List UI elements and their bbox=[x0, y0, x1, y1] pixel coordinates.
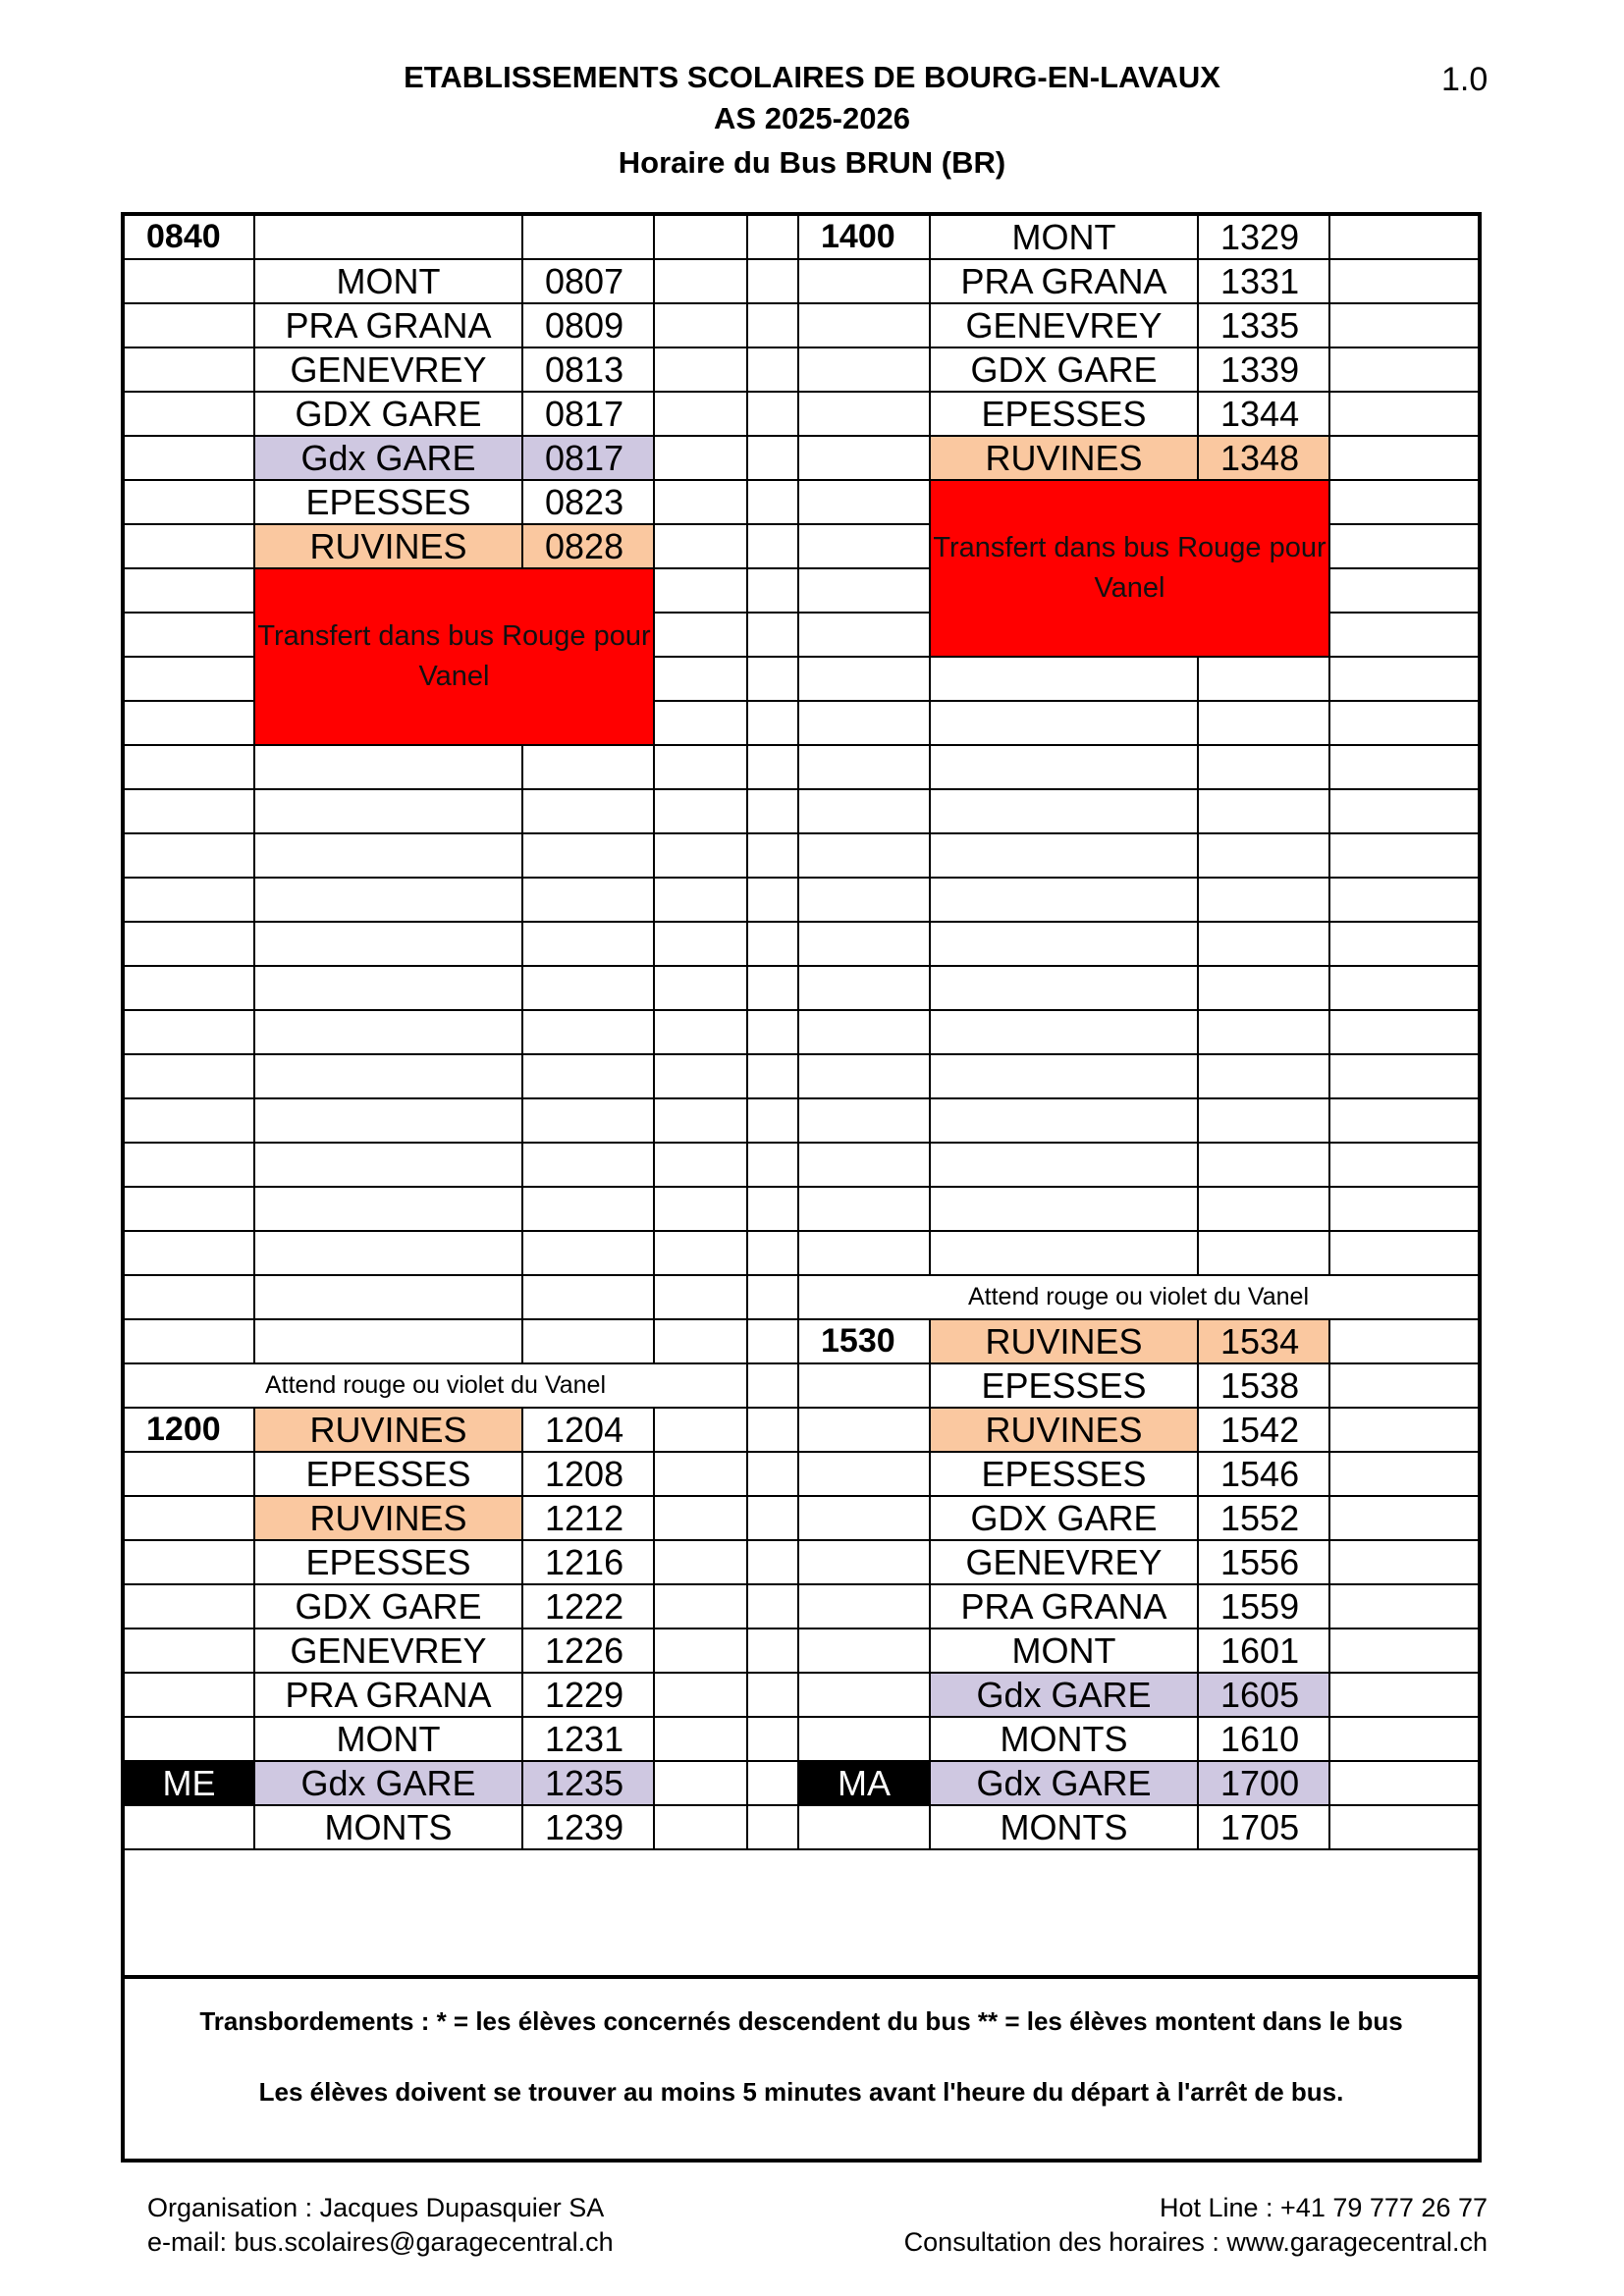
stop-time-highlighted: 1534 bbox=[1198, 1319, 1329, 1363]
table-row bbox=[124, 215, 1479, 259]
stop-name: MONTS bbox=[930, 1805, 1198, 1849]
stop-time: 1601 bbox=[1198, 1629, 1329, 1673]
stop-name-highlighted: RUVINES bbox=[254, 524, 522, 568]
stop-name: EPESSES bbox=[254, 480, 522, 524]
transfer-notice: Transfert dans bus Rouge pour Vanel bbox=[930, 480, 1329, 657]
table-row bbox=[124, 1673, 1479, 1717]
table-row bbox=[124, 1629, 1479, 1673]
table-row bbox=[124, 1098, 1479, 1143]
stop-time: 1226 bbox=[522, 1629, 654, 1673]
noon-departure: 1200 bbox=[124, 1408, 254, 1452]
table-row bbox=[124, 789, 1479, 833]
bus-schedule-title: Horaire du Bus BRUN (BR) bbox=[618, 145, 1006, 180]
stop-name: PRA GRANA bbox=[254, 1673, 522, 1717]
table-row bbox=[124, 1054, 1479, 1098]
table-row bbox=[124, 259, 1479, 303]
stop-name: MONT bbox=[254, 259, 522, 303]
stop-name: PRA GRANA bbox=[930, 259, 1198, 303]
stop-time: 1344 bbox=[1198, 392, 1329, 436]
table-row bbox=[124, 745, 1479, 789]
stop-time: 1538 bbox=[1198, 1363, 1329, 1408]
stop-time: 1559 bbox=[1198, 1584, 1329, 1629]
table-row bbox=[124, 1408, 1479, 1452]
arrival-reminder: Les élèves doivent se trouver au moins 5 minutes avant l'heure du départ à l'arrêt de bus. bbox=[258, 2077, 1344, 2107]
wait-note: Attend rouge ou violet du Vanel bbox=[798, 1275, 1479, 1319]
table-row bbox=[124, 1805, 1479, 1849]
table-row bbox=[124, 1319, 1479, 1363]
stop-name-highlighted: RUVINES bbox=[254, 1408, 522, 1452]
stop-name: MONT bbox=[930, 1629, 1198, 1673]
table-row bbox=[124, 436, 1479, 480]
stop-name: EPESSES bbox=[254, 1452, 522, 1496]
stop-time-highlighted: 0817 bbox=[522, 436, 654, 480]
stop-time: 1705 bbox=[1198, 1805, 1329, 1849]
table-row bbox=[124, 1143, 1479, 1187]
stop-time: 0823 bbox=[522, 480, 654, 524]
stop-time-highlighted: 1605 bbox=[1198, 1673, 1329, 1717]
stop-name-highlighted: Gdx GARE bbox=[254, 1761, 522, 1805]
hotline-text: Hot Line : +41 79 777 26 77 bbox=[1159, 2193, 1488, 2222]
stop-time: 1231 bbox=[522, 1717, 654, 1761]
stop-name: MONT bbox=[930, 215, 1198, 259]
table-row bbox=[124, 480, 1479, 524]
notes-box bbox=[123, 1975, 1480, 2161]
stop-time: 1542 bbox=[1198, 1408, 1329, 1452]
stop-time: 1331 bbox=[1198, 259, 1329, 303]
stop-name-highlighted: Gdx GARE bbox=[930, 1761, 1198, 1805]
early-afternoon-departure: 1400 bbox=[798, 215, 930, 259]
stop-name: GENEVREY bbox=[254, 1629, 522, 1673]
stop-time: 1229 bbox=[522, 1673, 654, 1717]
stop-time-highlighted: 1348 bbox=[1198, 436, 1329, 480]
table-row bbox=[124, 1363, 1479, 1408]
stop-time: 1239 bbox=[522, 1805, 654, 1849]
stop-time-highlighted: 1700 bbox=[1198, 1761, 1329, 1805]
table-row bbox=[124, 303, 1479, 347]
stop-time: 0809 bbox=[522, 303, 654, 347]
stop-name: EPESSES bbox=[254, 1540, 522, 1584]
stop-name: EPESSES bbox=[930, 392, 1198, 436]
stop-time: 1329 bbox=[1198, 215, 1329, 259]
stop-name: EPESSES bbox=[930, 1452, 1198, 1496]
table-row bbox=[124, 922, 1479, 966]
stop-name: MONT bbox=[254, 1717, 522, 1761]
stop-time: 0813 bbox=[522, 347, 654, 392]
stop-time: 0817 bbox=[522, 392, 654, 436]
stop-time: 1335 bbox=[1198, 303, 1329, 347]
organisation-text: Organisation : Jacques Dupasquier SA bbox=[147, 2193, 605, 2222]
table-row bbox=[124, 833, 1479, 878]
version-number: 1.0 bbox=[1441, 61, 1489, 98]
stop-name: GENEVREY bbox=[254, 347, 522, 392]
stop-time: 1222 bbox=[522, 1584, 654, 1629]
table-row bbox=[124, 1187, 1479, 1231]
stop-time: 1556 bbox=[1198, 1540, 1329, 1584]
table-row bbox=[124, 1275, 1479, 1319]
stop-name: GDX GARE bbox=[254, 1584, 522, 1629]
stop-time: 1216 bbox=[522, 1540, 654, 1584]
stop-name: GDX GARE bbox=[930, 1496, 1198, 1540]
table-row bbox=[124, 1761, 1479, 1805]
stop-name: PRA GRANA bbox=[254, 303, 522, 347]
morning-departure: 0840 bbox=[124, 215, 254, 259]
stop-name-highlighted: Gdx GARE bbox=[930, 1673, 1198, 1717]
email-text: e-mail: bus.scolaires@garagecentral.ch bbox=[147, 2227, 614, 2257]
stop-name-highlighted: RUVINES bbox=[930, 436, 1198, 480]
stop-name-highlighted: RUVINES bbox=[254, 1496, 522, 1540]
table-row bbox=[124, 347, 1479, 392]
day-code-badge: ME bbox=[124, 1761, 254, 1805]
day-code-badge: MA bbox=[798, 1761, 930, 1805]
table-row bbox=[124, 966, 1479, 1010]
school-year: AS 2025-2026 bbox=[714, 101, 910, 135]
consultation-text: Consultation des horaires : www.garagecentral.ch bbox=[903, 2227, 1488, 2257]
document-title: ETABLISSEMENTS SCOLAIRES DE BOURG-EN-LAVAUX bbox=[404, 60, 1220, 94]
table-row bbox=[124, 392, 1479, 436]
stop-name: GENEVREY bbox=[930, 1540, 1198, 1584]
stop-name: GDX GARE bbox=[930, 347, 1198, 392]
stop-name: MONTS bbox=[254, 1805, 522, 1849]
stop-time: 1546 bbox=[1198, 1452, 1329, 1496]
table-row bbox=[124, 1584, 1479, 1629]
stop-time: 1204 bbox=[522, 1408, 654, 1452]
table-row bbox=[124, 1496, 1479, 1540]
wait-note: Attend rouge ou violet du Vanel bbox=[124, 1363, 747, 1408]
transbordements-note: Transbordements : * = les élèves concernés descendent du bus ** = les élèves montent dans le bus bbox=[199, 2006, 1403, 2036]
stop-name: GDX GARE bbox=[254, 392, 522, 436]
stop-time: 1610 bbox=[1198, 1717, 1329, 1761]
stop-time: 0807 bbox=[522, 259, 654, 303]
late-afternoon-departure: 1530 bbox=[798, 1319, 930, 1363]
stop-time-highlighted: 0828 bbox=[522, 524, 654, 568]
table-row bbox=[124, 1540, 1479, 1584]
table-row bbox=[124, 1717, 1479, 1761]
stop-time: 1212 bbox=[522, 1496, 654, 1540]
transfer-notice: Transfert dans bus Rouge pour Vanel bbox=[254, 568, 654, 745]
stop-time: 1552 bbox=[1198, 1496, 1329, 1540]
table-row bbox=[124, 878, 1479, 922]
stop-name: MONTS bbox=[930, 1717, 1198, 1761]
stop-name: EPESSES bbox=[930, 1363, 1198, 1408]
stop-name: GENEVREY bbox=[930, 303, 1198, 347]
table-row bbox=[124, 1010, 1479, 1054]
table-row bbox=[124, 1452, 1479, 1496]
stop-name: PRA GRANA bbox=[930, 1584, 1198, 1629]
table-row bbox=[124, 1231, 1479, 1275]
stop-name-highlighted: RUVINES bbox=[930, 1408, 1198, 1452]
stop-name-highlighted: RUVINES bbox=[930, 1319, 1198, 1363]
stop-time: 1208 bbox=[522, 1452, 654, 1496]
stop-time-highlighted: 1235 bbox=[522, 1761, 654, 1805]
stop-name-highlighted: Gdx GARE bbox=[254, 436, 522, 480]
schedule-table bbox=[123, 214, 1480, 1850]
stop-time: 1339 bbox=[1198, 347, 1329, 392]
